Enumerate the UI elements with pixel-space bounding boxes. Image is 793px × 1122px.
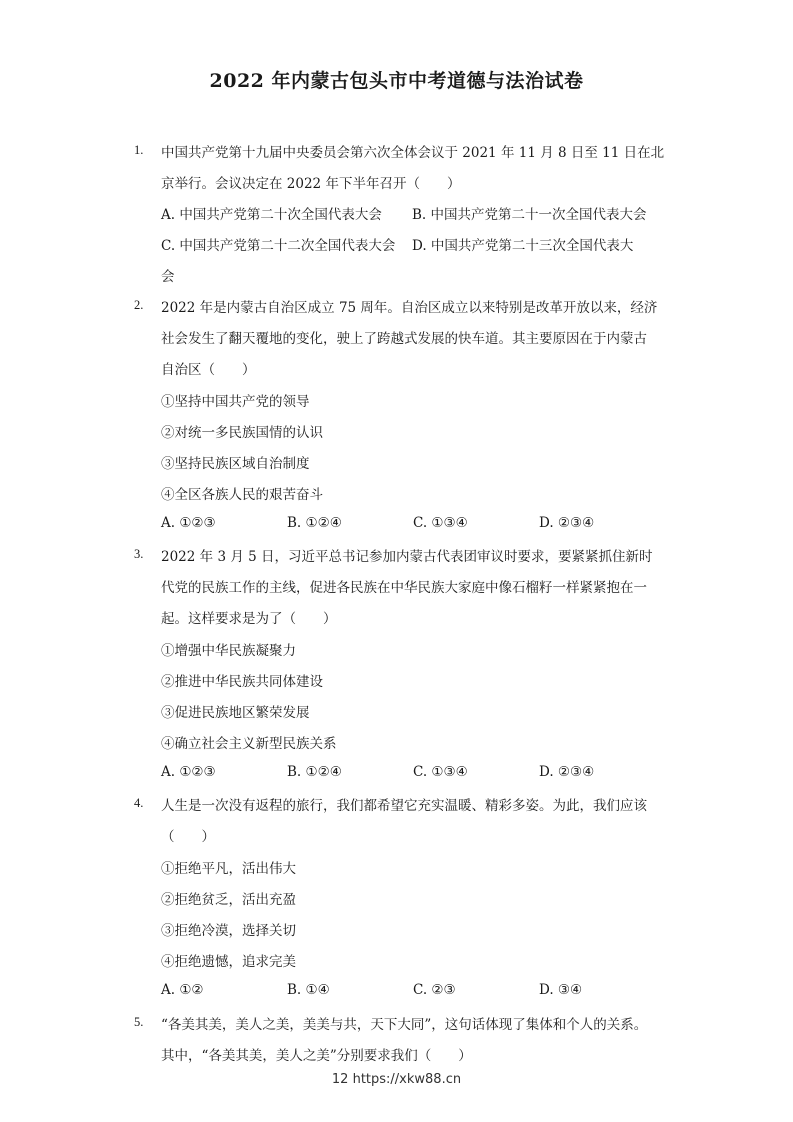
statement-item: ②对统一多民族国情的认识 [161,425,323,441]
option-d: D. ②③④ [539,515,595,531]
option-a: A. ①② [161,982,204,998]
question-number: 4. [134,796,144,810]
question-number: 3. [134,547,144,561]
option-c: C. ①③④ [413,764,468,780]
question-number: 5. [134,1015,144,1029]
option-d: D. 中国共产党第二十三次全国代表大 [412,238,634,254]
question-stem-line: 人生是一次没有返程的旅行，我们都希望它充实温暖、精彩多姿。为此，我们应该 [161,798,647,814]
page-footer: 12 https://xkw88.cn [331,1072,462,1087]
option-d: D. ③④ [539,982,583,998]
question-stem-line: 起。这样要求是为了（ ） [161,611,337,627]
option-d-wrap: 会 [161,269,175,285]
page-title: 2022 年内蒙古包头市中考道德与法治试卷 [209,70,584,92]
statement-item: ④拒绝遗憾，追求完美 [161,954,296,970]
statement-item: ③坚持民族区域自治制度 [161,456,310,472]
option-b: B. 中国共产党第二十一次全国代表大会 [412,207,647,223]
question-stem-line: 代党的民族工作的主线，促进各民族在中华民族大家庭中像石榴籽一样紧紧抱在一 [161,580,647,596]
statement-item: ①增强中华民族凝聚力 [161,643,296,659]
statement-item: ④全区各族人民的艰苦奋斗 [161,487,323,503]
question-number: 2. [134,298,144,312]
question-stem-line: 2022 年是内蒙古自治区成立 75 周年。自治区成立以来特别是改革开放以来，经济 [161,300,658,316]
statement-item: ④确立社会主义新型民族关系 [161,736,337,752]
option-b: B. ①④ [287,982,330,998]
option-b: B. ①②④ [287,764,342,780]
option-d: D. ②③④ [539,764,595,780]
statement-item: ①坚持中国共产党的领导 [161,394,310,410]
statement-item: ③促进民族地区繁荣发展 [161,705,310,721]
option-c: C. 中国共产党第二十二次全国代表大会 [161,238,396,254]
question-stem-line: 其中，“各美其美，美人之美”分别要求我们（ ） [161,1048,472,1064]
option-c: C. ②③ [413,982,456,998]
question-stem-line: 自治区（ ） [161,362,256,378]
option-a: A. ①②③ [161,515,216,531]
statement-item: ②拒绝贫乏，活出充盈 [161,892,296,908]
option-a: A. 中国共产党第二十次全国代表大会 [161,207,382,223]
statement-item: ①拒绝平凡，活出伟大 [161,861,296,877]
question-stem-line: 京举行。会议决定在 2022 年下半年召开（ ） [161,176,461,192]
option-a: A. ①②③ [161,764,216,780]
statement-item: ③拒绝冷漠，选择关切 [161,923,296,939]
question-number: 1. [134,143,144,157]
option-c: C. ①③④ [413,515,468,531]
statement-item: ②推进中华民族共同体建设 [161,674,323,690]
option-b: B. ①②④ [287,515,342,531]
question-stem-line: 2022 年 3 月 5 日，习近平总书记参加内蒙古代表团审议时要求，要紧紧抓住新时 [161,549,653,565]
question-stem-line: “各美其美，美人之美，美美与共，天下大同”，这句话体现了集体和个人的关系。 [161,1017,648,1033]
question-stem-line: （ ） [161,829,215,845]
question-stem-line: 社会发生了翻天覆地的变化，驶上了跨越式发展的快车道。其主要原因在于内蒙古 [161,331,647,347]
question-stem-line: 中国共产党第十九届中央委员会第六次全体会议于 2021 年 11 月 8 日至 11 日在北 [161,145,665,161]
